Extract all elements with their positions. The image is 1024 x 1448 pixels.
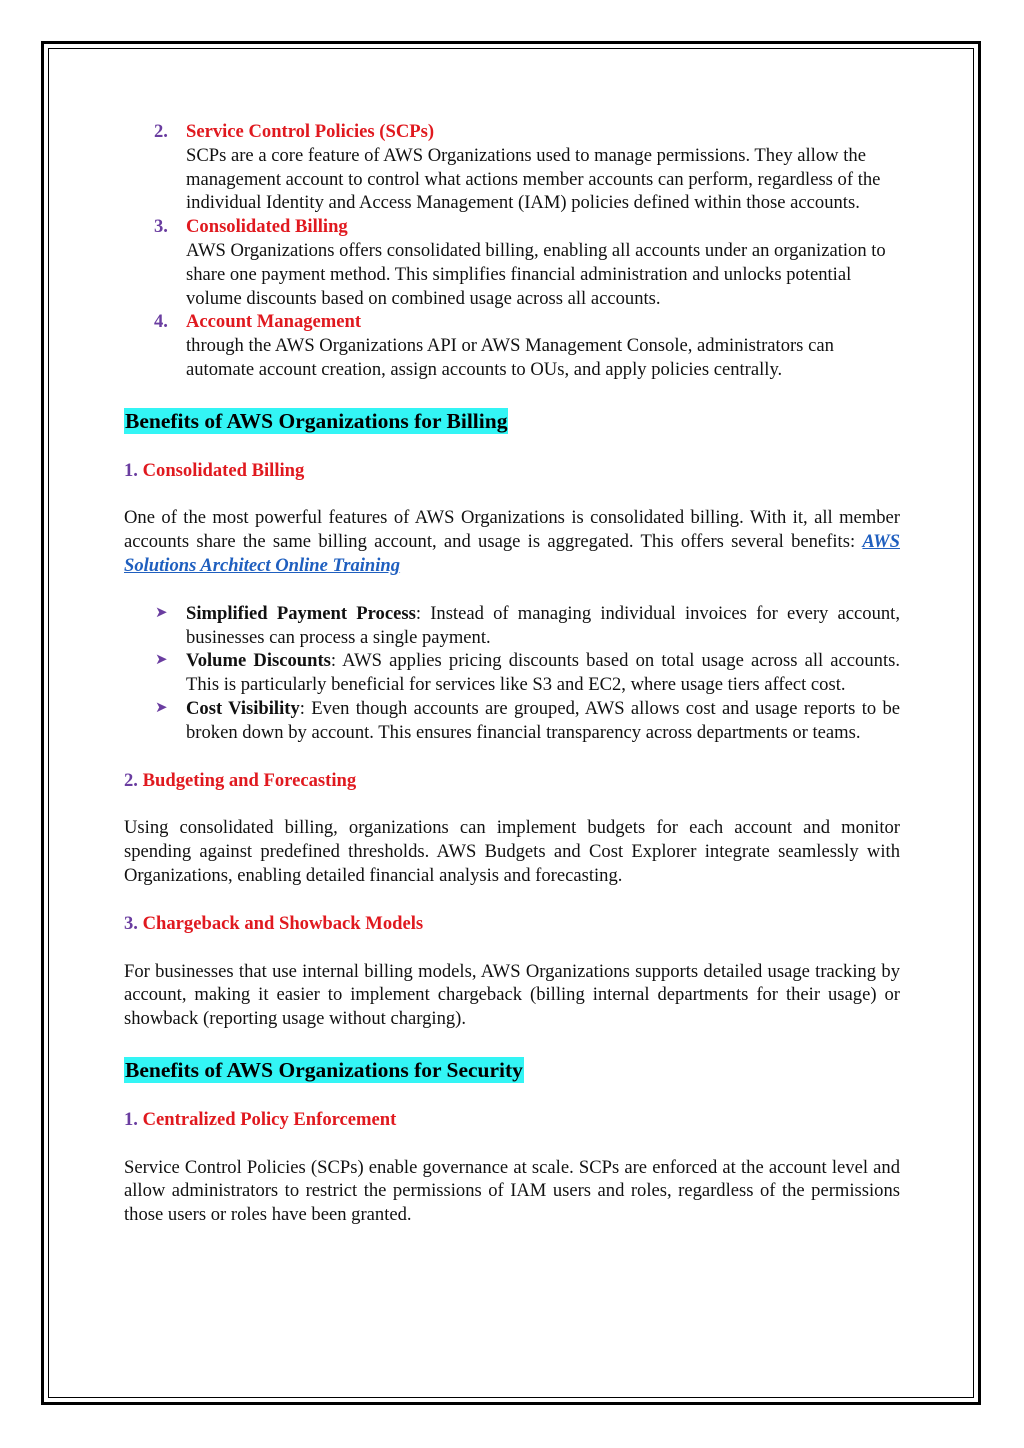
bullet-term: Cost Visibility bbox=[186, 697, 300, 719]
security-subsection-1-title bbox=[124, 1108, 900, 1132]
subsection-number: 1. bbox=[124, 459, 138, 481]
arrowhead-bullet-icon: ➤ bbox=[155, 604, 168, 621]
list-item bbox=[124, 310, 900, 381]
bullet-text: : AWS applies pricing discounts based on total usage across all accounts. This is particularly beneficial for services like S3 and EC2, where usage tiers affect cost. bbox=[186, 650, 900, 696]
benefits-bullet-list bbox=[124, 602, 900, 745]
billing-subsection-2-body: Using consolidated billing, organizations can implement budgets for each account and monitor spending against predefined thresholds. AWS Budgets and Cost Explorer integrate seamlessly with Organizations, enabling detailed financial analysis and forecasting. bbox=[124, 817, 900, 886]
item-number: 2. bbox=[154, 121, 168, 142]
item-body: AWS Organizations offers consolidated billing, enabling all accounts under an organization to share one payment method. This simplifies financial administration and unlocks potential volume discounts based on combined usage across all accounts. bbox=[186, 239, 886, 309]
paragraph-text: One of the most powerful features of AWS Organizations is consolidated billing. With it, all member accounts share the same billing account, and usage is aggregated. This offers several benefits: bbox=[124, 507, 900, 553]
subsection-title: Chargeback and Showback Models bbox=[142, 912, 424, 934]
billing-subsection-1-title bbox=[124, 459, 900, 483]
intro-numbered-list bbox=[124, 120, 900, 382]
item-body: SCPs are a core feature of AWS Organizations used to manage permissions. They allow the management account to control what actions member accounts can perform, regardless of the individual Identity and Access Management (IAM) policies defined within those accounts. bbox=[186, 144, 881, 214]
billing-heading: Benefits of AWS Organizations for Billing bbox=[125, 408, 508, 433]
item-number: 4. bbox=[154, 311, 168, 333]
list-item bbox=[124, 120, 900, 215]
document-page bbox=[124, 120, 900, 1227]
billing-subsection-2-title bbox=[124, 769, 900, 793]
security-heading: Benefits of AWS Organizations for Security bbox=[125, 1057, 523, 1082]
item-body: through the AWS Organizations API or AWS Management Console, administrators can automate account creation, assign accounts to OUs, and apply policies centrally. bbox=[186, 335, 834, 380]
item-title: Service Control Policies (SCPs) bbox=[186, 121, 435, 142]
subsection-title: Centralized Policy Enforcement bbox=[142, 1108, 397, 1130]
list-item bbox=[124, 697, 900, 745]
bullet-text: : Instead of managing individual invoices for every account, businesses can process a single payment. bbox=[186, 602, 900, 648]
arrowhead-bullet-icon: ➤ bbox=[155, 652, 168, 669]
subsection-number: 2. bbox=[124, 769, 138, 791]
bullet-term: Simplified Payment Process bbox=[186, 602, 416, 624]
subsection-title: Budgeting and Forecasting bbox=[142, 769, 357, 791]
billing-subsection-1-body bbox=[124, 506, 900, 577]
billing-subsection-3-body: For businesses that use internal billing models, AWS Organizations supports detailed usage tracking by account, making it easier to implement chargeback (billing internal departments for their usage) or showback (reporting usage without charging). bbox=[124, 960, 900, 1030]
security-subsection-1-body: Service Control Policies (SCPs) enable governance at scale. SCPs are enforced at the account level and allow administrators to restrict the permissions of IAM users and roles, regardless of the permissions those users or roles have been granted. bbox=[124, 1156, 900, 1226]
list-item bbox=[124, 649, 900, 697]
bullet-term: Volume Discounts bbox=[186, 650, 331, 672]
subsection-number: 1. bbox=[124, 1108, 138, 1130]
bullet-text: : Even though accounts are grouped, AWS allows cost and usage reports to be broken down by account. This ensures financial transparency across departments or teams. bbox=[186, 697, 900, 743]
item-number: 3. bbox=[154, 216, 168, 238]
list-item bbox=[124, 215, 900, 310]
training-link[interactable]: AWS Solutions Architect Online Training bbox=[124, 531, 900, 576]
subsection-title: Consolidated Billing bbox=[142, 459, 305, 481]
item-title: Consolidated Billing bbox=[186, 216, 348, 238]
arrowhead-bullet-icon: ➤ bbox=[155, 699, 168, 716]
billing-subsection-3-title bbox=[124, 912, 900, 936]
subsection-number: 3. bbox=[124, 912, 138, 934]
item-title: Account Management bbox=[186, 311, 362, 333]
list-item bbox=[124, 602, 900, 650]
